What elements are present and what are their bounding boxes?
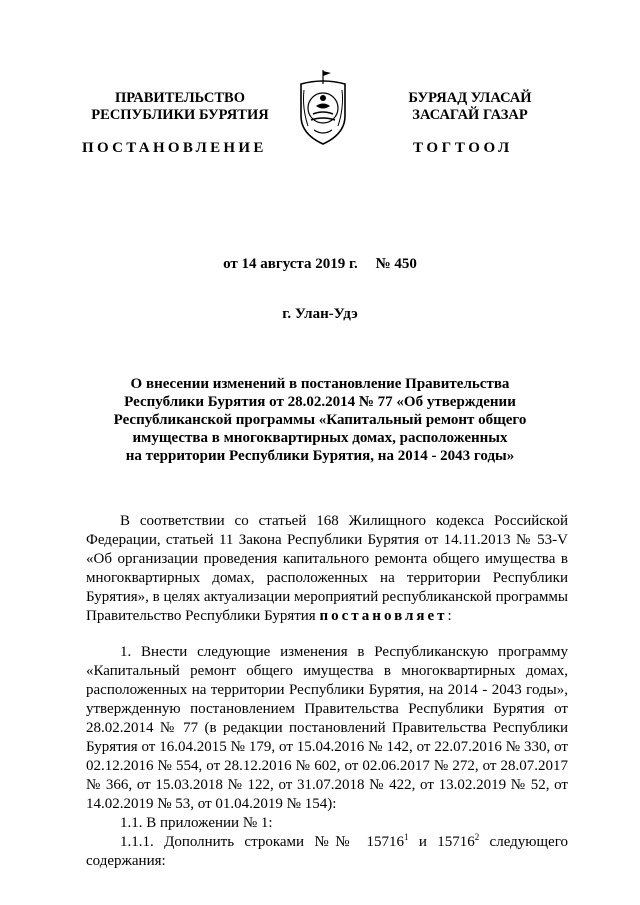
- item-1-1-1-paragraph: [86, 833, 568, 871]
- government-name-ru: [85, 90, 275, 124]
- government-name-ru-line1: ПРАВИТЕЛЬСТВО: [115, 90, 245, 106]
- government-name-bua-line1: БУРЯАД УЛАСАЙ: [408, 90, 532, 106]
- resolves-colon: :: [447, 608, 452, 624]
- decree-date-line: [0, 256, 640, 273]
- resolves-word: постановляет: [319, 608, 448, 624]
- government-name-bua: [385, 90, 555, 124]
- decree-title: [95, 375, 545, 465]
- item-1-1-1-text-a: 1.1.1. Дополнить строками №№ 15716: [120, 834, 405, 850]
- decree-title-line: на территории Республики Бурятия, на 2014 - 2043 годы»: [125, 448, 515, 464]
- item-1-1-1-text-c: следующего содержания:: [86, 834, 568, 869]
- government-name-bua-line2: ЗАСАГАЙ ГАЗАР: [412, 107, 528, 123]
- decree-title-line: О внесении изменений в постановление Правительства: [130, 376, 510, 392]
- decree-title-line: Республиканской программы «Капитальный ремонт общего: [113, 412, 527, 428]
- decree-city: г. Улан-Удэ: [282, 306, 358, 322]
- decree-label-ru: ПОСТАНОВЛЕНИЕ: [82, 140, 267, 156]
- item-1-1-paragraph: 1.1. В приложении № 1:: [120, 815, 273, 831]
- coat-of-arms-icon: [296, 68, 350, 148]
- item-1-1-1-sup-1: 1: [404, 832, 409, 842]
- decree-title-line: Республики Бурятия от 28.02.2014 № 77 «Об утверждении: [124, 394, 516, 410]
- decree-date: от 14 августа 2019 г.: [223, 256, 358, 272]
- item-1-paragraph: 1. Внести следующие изменения в Республиканскую программу «Капитальный ремонт общего имущества в многоквартирных домах, расположенных на территории Республики Бурятия, на 2014 - 2043 годы», утвержденную постановлением Правительства Республики Бурятия от 28.02.2014 № 77 (в редакции постановлений Правительства Республики Бурятия от 16.04.2015 № 179, от 15.04.2016 № 142, от 22.07.2016 № 330, от 02.12.2016 № 554, от 28.12.2016 № 602, от 02.06.2017 № 272, от 28.07.2017 № 366, от 15.03.2018 № 122, от 31.07.2018 № 422, от 13.02.2019 № 52, от 14.02.2019 № 53, от 01.04.2019 № 154):: [86, 644, 568, 812]
- preamble-paragraph: [86, 512, 568, 626]
- preamble-text: В соответствии со статьей 168 Жилищного кодекса Российской Федерации, статьей 11 Закона Республики Бурятия от 14.11.2013 № 53-V «Об организации проведения капитального ремонта общего имущества в многоквартирных домах, расположенных на территории Республики Бурятия», в целях актуализации мероприятий республиканской программы Правительство Республики Бурятия: [86, 513, 568, 624]
- government-name-ru-line2: РЕСПУБЛИКИ БУРЯТИЯ: [91, 107, 269, 123]
- decree-label-bua: ТОГТООЛ: [413, 140, 513, 156]
- item-1-1-1-sup-2: 2: [474, 832, 480, 842]
- decree-title-line: имущества в многоквартирных домах, расположенных: [132, 430, 508, 446]
- item-1-1-1-text-b: и 15716: [408, 834, 475, 850]
- decree-body: [86, 512, 568, 871]
- decree-number: № 450: [375, 256, 417, 272]
